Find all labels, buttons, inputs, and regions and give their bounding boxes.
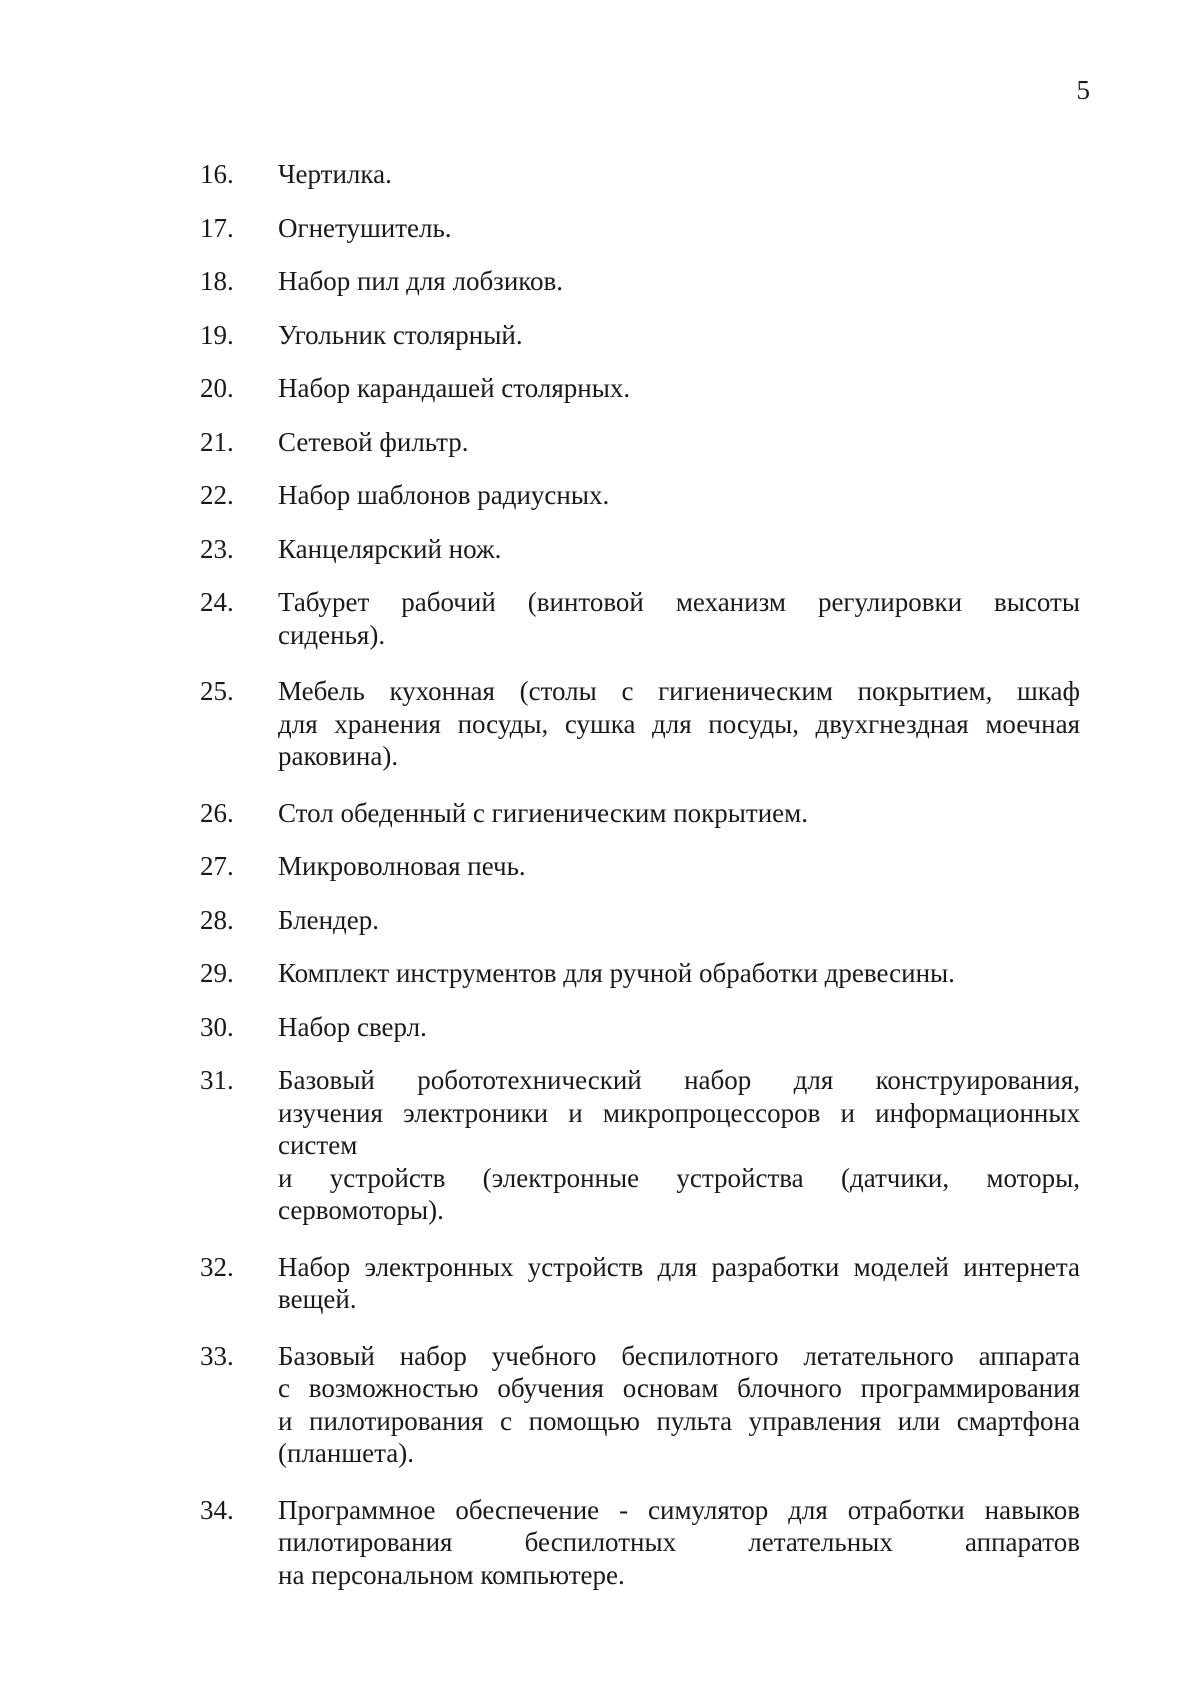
- item-text-line: систем: [278, 1130, 358, 1160]
- item-text-line: сиденья).: [278, 619, 386, 650]
- item-number: 27.: [200, 851, 234, 881]
- item-text-line: Стол обеденный с гигиеническим покрытием.: [278, 797, 808, 828]
- page-number: 5: [1076, 75, 1090, 105]
- item-text-line: (планшета).: [278, 1438, 414, 1468]
- item-number: 32.: [200, 1251, 234, 1282]
- item-text-line: Блендер.: [278, 904, 380, 935]
- item-text: [278, 212, 1080, 245]
- item-text: [278, 319, 1080, 352]
- item-text: [278, 1064, 1080, 1227]
- item-text-line: и пилотирования с помощью пульта управления или смартфона: [278, 1405, 1080, 1436]
- item-text: [278, 265, 1080, 298]
- list-item: [200, 212, 1080, 245]
- list-item: [200, 1064, 1080, 1227]
- item-text-line: пилотирования беспилотных летательных аппаратов: [278, 1527, 1080, 1557]
- item-text-line: вещей.: [278, 1284, 357, 1314]
- item-text-line: раковина).: [278, 741, 399, 771]
- item-number: 22.: [200, 480, 234, 510]
- item-text-line: Угольник столярный.: [278, 319, 523, 350]
- item-text-line: с возможностью обучения основам блочного программирования: [278, 1373, 1080, 1403]
- equipment-list: [200, 158, 1080, 1615]
- item-number: 33.: [200, 1340, 234, 1371]
- list-item: [200, 1494, 1080, 1592]
- item-text-line: Канцелярский нож.: [278, 533, 502, 564]
- item-text: [278, 904, 1080, 937]
- list-item: [200, 797, 1080, 830]
- item-text-line: и устройств (электронные устройства (датчики, моторы,: [278, 1162, 1080, 1193]
- list-item: [200, 426, 1080, 459]
- item-text: [278, 479, 1080, 512]
- list-item: [200, 533, 1080, 566]
- item-text: [278, 957, 1080, 990]
- item-text-line: Чертилка.: [278, 159, 392, 189]
- item-number: 16.: [200, 159, 234, 189]
- item-number: 24.: [200, 587, 234, 617]
- item-number: 19.: [200, 319, 234, 350]
- item-number: 30.: [200, 1011, 234, 1042]
- item-number: 18.: [200, 266, 234, 296]
- list-item: [200, 675, 1080, 773]
- list-item: [200, 1251, 1080, 1316]
- item-text: [278, 426, 1080, 459]
- list-item: [200, 479, 1080, 512]
- item-text-line: Мебель кухонная (столы с гигиеническим покрытием, шкаф: [278, 676, 1080, 706]
- item-text: [278, 1340, 1080, 1470]
- item-text: [278, 1251, 1080, 1316]
- item-text-line: сервомоторы).: [278, 1195, 444, 1225]
- item-number: 28.: [200, 904, 234, 935]
- list-item: [200, 1011, 1080, 1044]
- item-text: [278, 586, 1080, 651]
- item-text-line: для хранения посуды, сушка для посуды, двухгнездная моечная: [278, 708, 1080, 739]
- item-number: 25.: [200, 676, 234, 706]
- item-text-line: Набор электронных устройств для разработки моделей интернета: [278, 1251, 1080, 1282]
- item-text-line: Сетевой фильтр.: [278, 426, 469, 457]
- item-text-line: Базовый робототехнический набор для конструирования,: [278, 1065, 1080, 1095]
- item-text-line: Базовый набор учебного беспилотного летательного аппарата: [278, 1340, 1080, 1371]
- item-text-line: Комплект инструментов для ручной обработки древесины.: [278, 958, 955, 988]
- list-item: [200, 265, 1080, 298]
- item-number: 29.: [200, 958, 234, 988]
- list-item: [200, 957, 1080, 990]
- item-text-line: изучения электроники и микропроцессоров и информационных: [278, 1097, 1080, 1128]
- item-text: [278, 797, 1080, 830]
- list-item: [200, 319, 1080, 352]
- item-text-line: Огнетушитель.: [278, 212, 452, 243]
- list-item: [200, 372, 1080, 405]
- list-item: [200, 158, 1080, 191]
- item-number: 21.: [200, 426, 234, 457]
- item-text-line: Набор шаблонов радиусных.: [278, 480, 610, 510]
- item-text-line: Микроволновая печь.: [278, 851, 526, 881]
- item-text: [278, 372, 1080, 405]
- item-text: [278, 1494, 1080, 1592]
- list-item: [200, 586, 1080, 651]
- item-text: [278, 1011, 1080, 1044]
- item-number: 26.: [200, 797, 234, 828]
- list-item: [200, 1340, 1080, 1470]
- item-text-line: Программное обеспечение - симулятор для отработки навыков: [278, 1494, 1080, 1525]
- item-text-line: Набор пил для лобзиков.: [278, 266, 564, 296]
- item-text: [278, 158, 1080, 191]
- item-text-line: Набор карандашей столярных.: [278, 373, 631, 403]
- item-number: 23.: [200, 533, 234, 564]
- list-item: [200, 904, 1080, 937]
- item-text-line: на персональном компьютере.: [278, 1559, 625, 1590]
- item-number: 17.: [200, 212, 234, 243]
- list-item: [200, 850, 1080, 883]
- item-number: 20.: [200, 373, 234, 403]
- item-number: 31.: [200, 1065, 234, 1095]
- item-text-line: Табурет рабочий (винтовой механизм регулировки высоты: [278, 587, 1080, 617]
- item-number: 34.: [200, 1494, 234, 1525]
- item-text-line: Набор сверл.: [278, 1011, 427, 1042]
- item-text: [278, 533, 1080, 566]
- item-text: [278, 850, 1080, 883]
- item-text: [278, 675, 1080, 773]
